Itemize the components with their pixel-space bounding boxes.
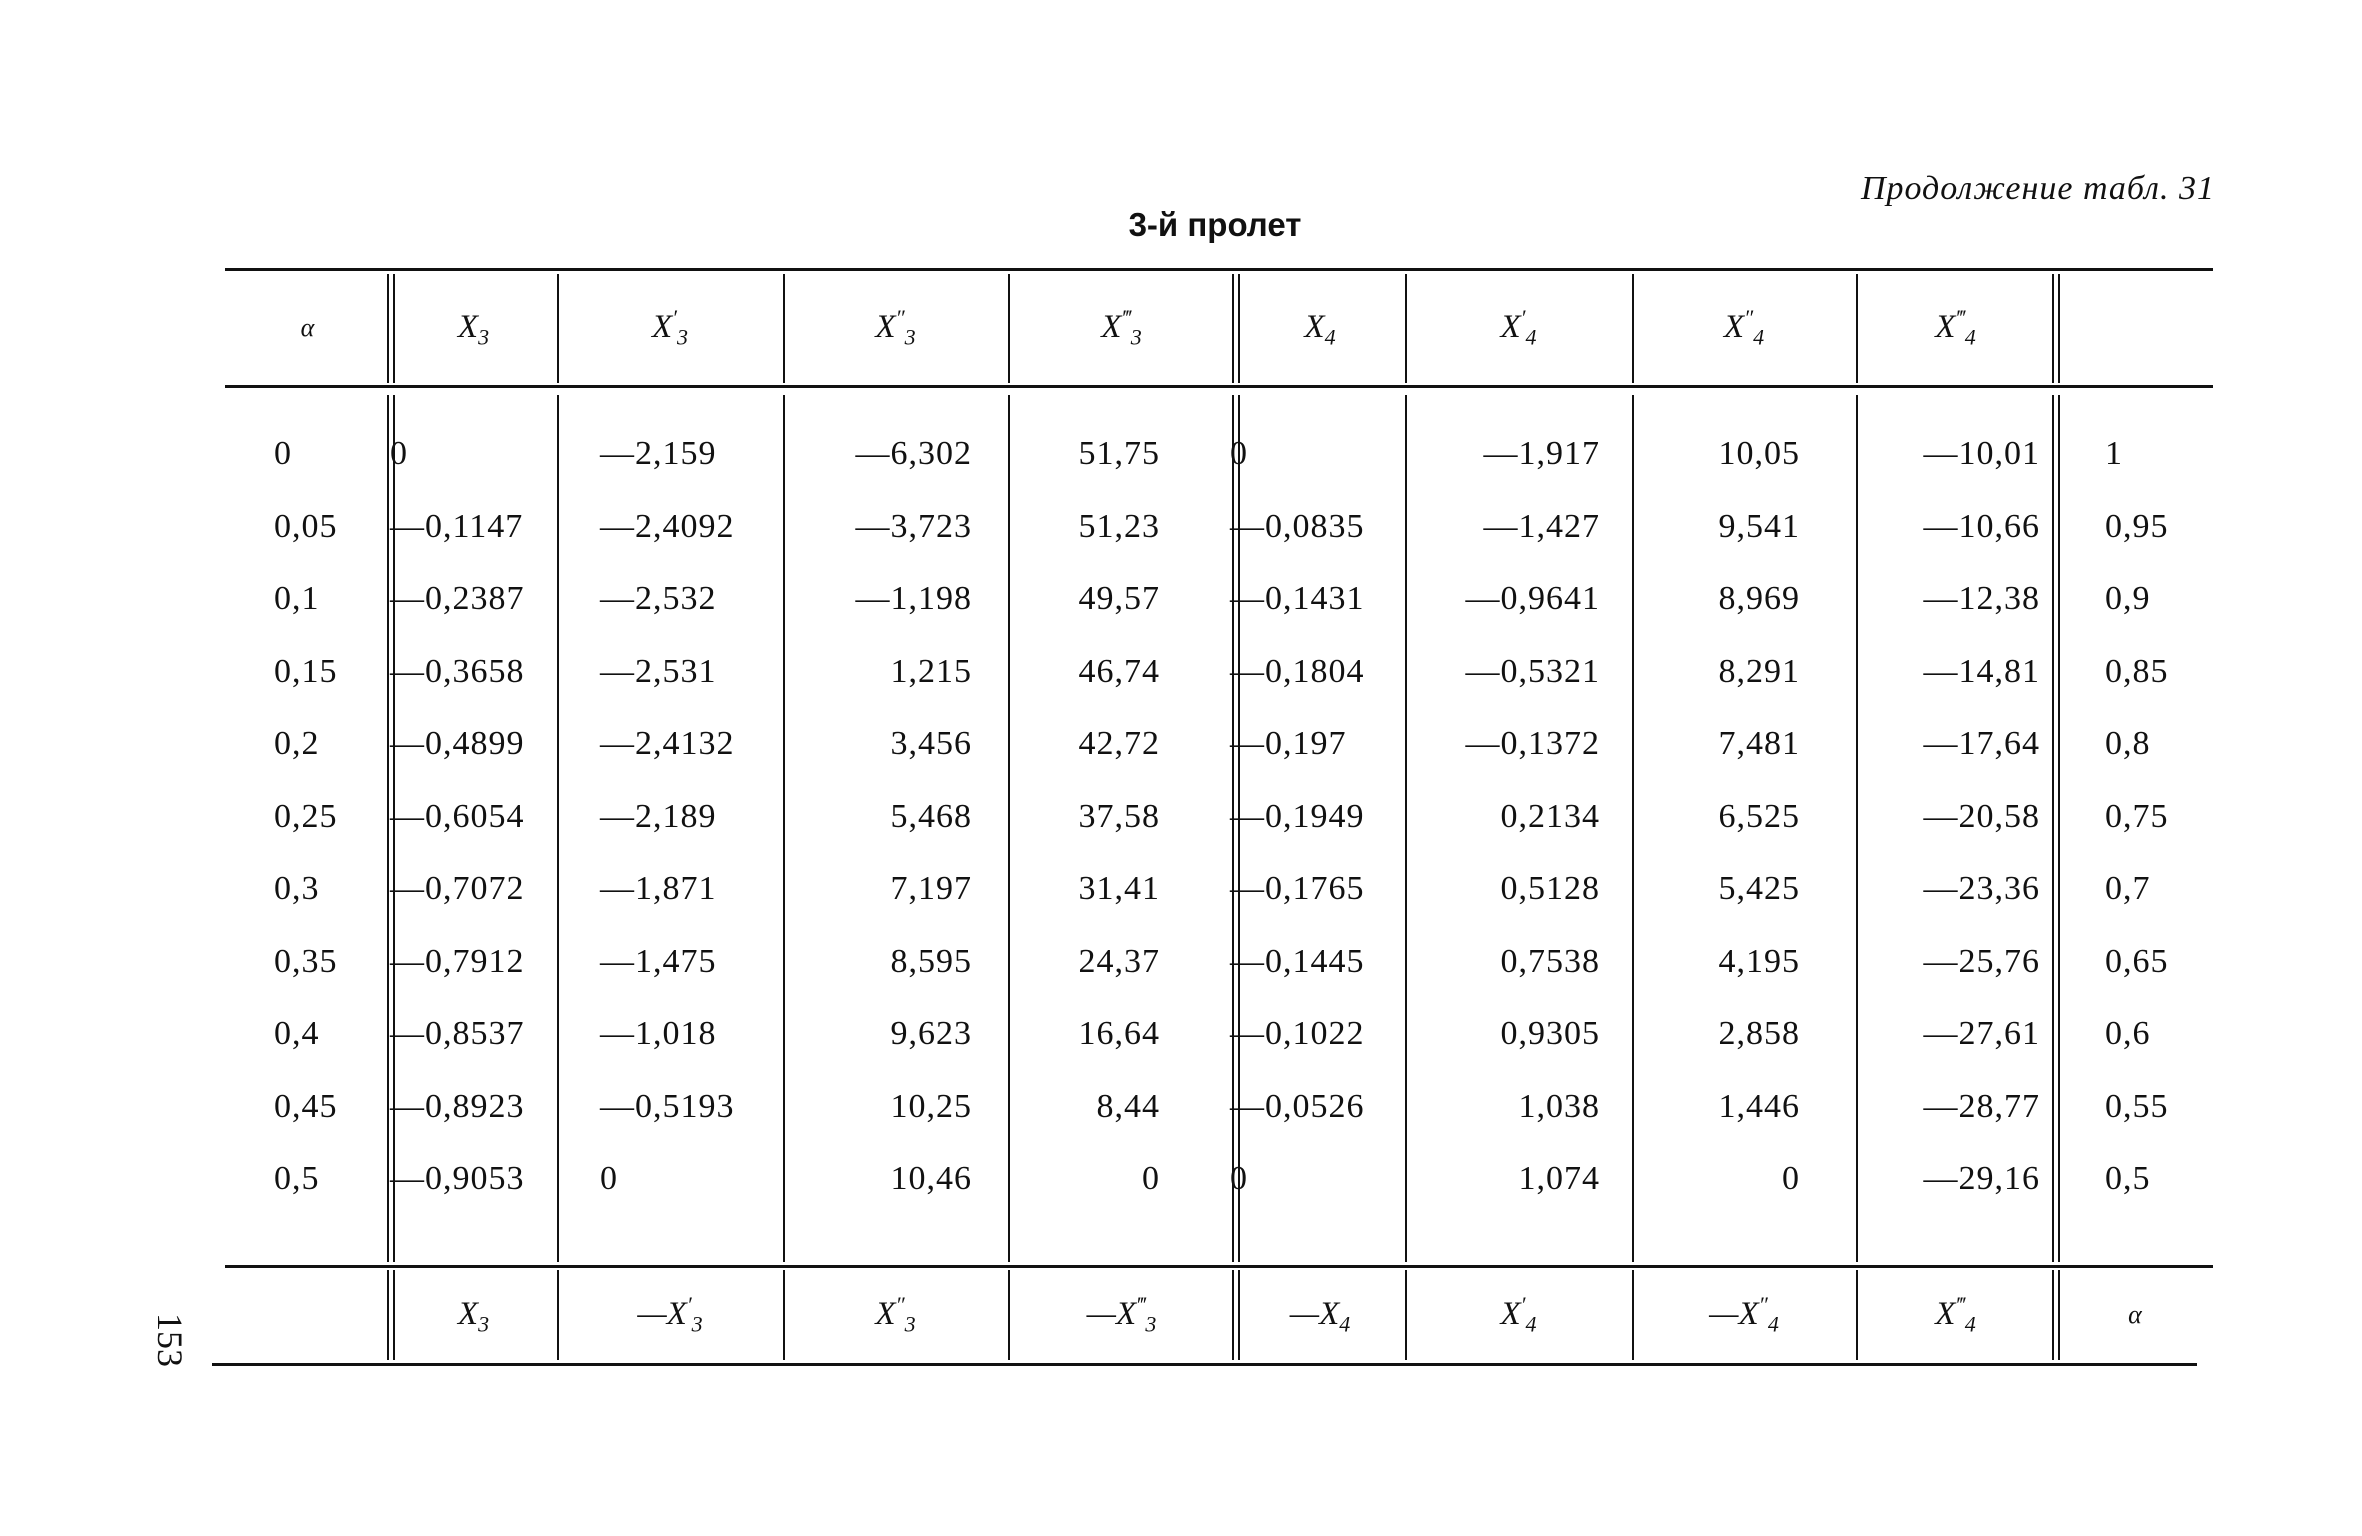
cell-x3ppp: 51,75	[1078, 435, 1160, 472]
double-divider	[1232, 274, 1240, 383]
table-row	[220, 563, 2220, 636]
symbol-subscript: 3	[478, 1311, 490, 1337]
column-symbol	[637, 1292, 702, 1338]
cell-x3p: —1,871	[600, 870, 717, 907]
cell-x3ppp: 8,44	[1096, 1087, 1160, 1125]
cell-x4p: 1,038	[1518, 1087, 1600, 1125]
cell-x3: —0,7072	[390, 870, 525, 907]
header-blank-right	[2055, 270, 2215, 385]
cell-x3ppp: 31,41	[1078, 870, 1160, 907]
cell-x4: —0,1765	[1230, 870, 1365, 907]
cell-x4ppp: —28,77	[1923, 1087, 2040, 1125]
cell-x4pp: 5,425	[1718, 870, 1800, 907]
cell-x3p: —2,4132	[600, 725, 735, 762]
symbol-subscript: 4	[1324, 324, 1336, 350]
cell-x4p: 0,5128	[1500, 870, 1600, 907]
header-col-2	[557, 1267, 783, 1363]
cell-al: 0,25	[274, 797, 338, 835]
symbol-base: X	[1935, 1296, 1956, 1333]
cell-x4p: —1,427	[1483, 507, 1600, 545]
header-alpha-right-text: α	[2128, 1300, 2142, 1329]
table-caption: Продолжение табл. 31	[1860, 170, 2215, 207]
cell-x4pp: 9,541	[1718, 507, 1800, 545]
page-number: 153	[150, 1313, 190, 1367]
table-row	[220, 418, 2220, 491]
symbol-subscript: 4	[1964, 324, 1976, 350]
cell-x4p: —0,5321	[1465, 652, 1600, 690]
table-row	[220, 636, 2220, 709]
column-symbol	[652, 305, 688, 351]
cell-x3ppp: 49,57	[1078, 580, 1160, 617]
cell-x4p: 0,2134	[1500, 797, 1600, 835]
header-col-7	[1632, 270, 1856, 385]
symbol-base: X	[1935, 308, 1956, 345]
header-col-4	[1008, 1267, 1235, 1363]
symbol-prime: ′	[686, 1292, 692, 1318]
column-divider	[1856, 274, 1858, 383]
table-row	[220, 926, 2220, 999]
table-row	[220, 998, 2220, 1071]
cell-x4: —0,1431	[1230, 580, 1365, 617]
cell-x3: —0,4899	[390, 725, 525, 762]
header-col-8	[1856, 270, 2055, 385]
cell-al: 0,4	[274, 1015, 320, 1052]
rule-header-bottom	[225, 385, 2213, 388]
symbol-subscript: 3	[904, 324, 916, 350]
cell-x3ppp: 42,72	[1078, 725, 1160, 762]
column-symbol	[1724, 305, 1764, 351]
cell-x3p: —1,475	[600, 942, 717, 980]
header-col-7	[1632, 1267, 1856, 1363]
cell-x3pp: 9,623	[890, 1015, 972, 1052]
cell-ar: 0,7	[2105, 870, 2151, 907]
cell-al: 0,05	[274, 507, 338, 545]
cell-x3pp: 10,25	[890, 1087, 972, 1125]
rule-footer-bottom	[212, 1363, 2197, 1366]
symbol-subscript: 4	[1753, 324, 1765, 350]
cell-x4ppp: —10,66	[1923, 507, 2040, 545]
cell-x3: —0,6054	[390, 797, 525, 835]
cell-al: 0,15	[274, 652, 338, 690]
cell-x4ppp: —20,58	[1923, 797, 2040, 835]
column-symbol	[458, 305, 489, 351]
cell-x3pp: —1,198	[855, 580, 972, 617]
cell-x3pp: 7,197	[890, 870, 972, 907]
cell-x3ppp: 46,74	[1078, 652, 1160, 690]
column-symbol	[1709, 1292, 1779, 1338]
cell-ar: 0,75	[2105, 797, 2169, 835]
symbol-subscript: 3	[1145, 1311, 1157, 1337]
column-symbol	[1935, 305, 1975, 351]
column-symbol	[1304, 305, 1335, 351]
header-col-3	[783, 1267, 1008, 1363]
symbol-subscript: 4	[1525, 324, 1537, 350]
header-blank-left	[225, 1267, 390, 1363]
cell-ar: 0,9	[2105, 580, 2151, 617]
table-row	[220, 853, 2220, 926]
symbol-subscript: 4	[1767, 1311, 1779, 1337]
table-row	[220, 1071, 2220, 1144]
symbol-base: X	[1304, 308, 1325, 345]
header-alpha-left	[225, 270, 390, 385]
symbol-subscript: 4	[1964, 1311, 1976, 1337]
cell-x3p: —2,532	[600, 580, 717, 617]
symbol-base: X	[875, 308, 896, 345]
symbol-base: X	[666, 1296, 687, 1333]
symbol-sign: —	[637, 1296, 667, 1333]
cell-ar: 0,95	[2105, 507, 2169, 545]
column-symbol	[1290, 1292, 1351, 1338]
cell-x4: —0,197	[1230, 725, 1347, 762]
header-col-8	[1856, 1267, 2055, 1363]
cell-x3pp: 1,215	[890, 652, 972, 690]
cell-al: 0,45	[274, 1087, 338, 1125]
header-alpha-left-text: α	[300, 312, 315, 342]
cell-x4pp: 0	[1782, 1160, 1800, 1197]
cell-x3p: —2,189	[600, 797, 717, 835]
cell-x3ppp: 16,64	[1078, 1015, 1160, 1052]
symbol-base: X	[457, 1296, 479, 1333]
symbol-subscript: 3	[904, 1311, 916, 1337]
cell-x3p: —0,5193	[600, 1087, 735, 1125]
cell-x4p: —0,9641	[1465, 580, 1600, 617]
cell-x3p: —2,531	[600, 652, 717, 690]
cell-ar: 0,85	[2105, 652, 2169, 690]
cell-x3: —0,8923	[390, 1087, 525, 1125]
cell-al: 0,35	[274, 942, 338, 980]
cell-x4: —0,1949	[1230, 797, 1365, 835]
symbol-subscript: 4	[1525, 1311, 1537, 1337]
cell-x3pp: 3,456	[890, 725, 972, 762]
header-col-1	[390, 270, 557, 385]
column-symbol	[875, 305, 915, 351]
cell-x3: —0,7912	[390, 942, 525, 980]
cell-x4: —0,1445	[1230, 942, 1365, 980]
span-title: 3-й пролет	[1128, 206, 1302, 243]
symbol-base: X	[652, 308, 673, 345]
cell-x3pp: —3,723	[855, 507, 972, 545]
column-divider	[1632, 274, 1634, 383]
symbol-prime: ′	[1520, 1292, 1526, 1318]
cell-x4ppp: —29,16	[1923, 1160, 2040, 1197]
cell-al: 0,2	[274, 725, 320, 762]
cell-ar: 0,8	[2105, 725, 2151, 762]
cell-x3: —0,2387	[390, 580, 525, 617]
symbol-subscript: 3	[691, 1311, 703, 1337]
cell-x3pp: —6,302	[855, 435, 972, 472]
cell-x3pp: 10,46	[890, 1160, 972, 1197]
symbol-base: X	[457, 308, 479, 345]
cell-x4: —0,1804	[1230, 652, 1365, 690]
cell-x3pp: 8,595	[890, 942, 972, 980]
header-alpha-right	[2055, 1267, 2215, 1363]
column-symbol	[1087, 1292, 1157, 1338]
column-symbol	[875, 1292, 915, 1338]
cell-x4p: —0,1372	[1465, 725, 1600, 762]
symbol-base: X	[1319, 1296, 1340, 1333]
cell-al: 0,1	[274, 580, 320, 617]
symbol-base: X	[1723, 308, 1744, 345]
cell-x4ppp: —23,36	[1923, 870, 2040, 907]
symbol-prime: ″	[1758, 1292, 1768, 1318]
symbol-subscript: 4	[1339, 1311, 1351, 1337]
column-divider	[1008, 274, 1010, 383]
table-row	[220, 491, 2220, 564]
cell-x4pp: 8,291	[1718, 652, 1800, 690]
symbol-prime: ′	[672, 304, 677, 330]
cell-x4p: 1,074	[1518, 1160, 1600, 1197]
symbol-sign: —	[1086, 1296, 1116, 1333]
cell-x4p: 0,7538	[1500, 942, 1600, 980]
symbol-prime: ‴	[1955, 1292, 1965, 1318]
column-symbol	[458, 1292, 489, 1338]
cell-x4pp: 7,481	[1718, 725, 1800, 762]
column-divider	[783, 274, 785, 383]
cell-x3: —0,1147	[390, 507, 524, 545]
cell-al: 0,5	[274, 1160, 320, 1197]
double-divider	[2052, 274, 2060, 383]
cell-ar: 0,55	[2105, 1087, 2169, 1125]
cell-x4pp: 1,446	[1718, 1087, 1800, 1125]
column-symbol	[1101, 305, 1141, 351]
cell-x3ppp: 51,23	[1078, 507, 1160, 545]
cell-x4ppp: —12,38	[1923, 580, 2040, 617]
symbol-base: X	[1738, 1296, 1759, 1333]
cell-x4p: 0,9305	[1500, 1015, 1600, 1052]
table-body	[220, 418, 2220, 1216]
header-col-2	[557, 270, 783, 385]
cell-al: 0,3	[274, 870, 320, 907]
cell-x4ppp: —27,61	[1923, 1015, 2040, 1052]
cell-ar: 1	[2105, 435, 2123, 472]
cell-x4: 0	[1230, 1160, 1248, 1197]
cell-x3p: —2,159	[600, 435, 717, 472]
symbol-prime: ‴	[1121, 304, 1131, 330]
symbol-base: X	[1101, 308, 1122, 345]
symbol-base: X	[1500, 308, 1521, 345]
cell-x4ppp: —10,01	[1923, 435, 2040, 472]
column-divider	[1405, 274, 1407, 383]
cell-x3ppp: 0	[1142, 1160, 1160, 1197]
cell-x3: —0,9053	[390, 1160, 525, 1197]
column-divider	[557, 274, 559, 383]
symbol-prime: ‴	[1955, 304, 1965, 330]
symbol-subscript: 3	[676, 324, 688, 350]
header-col-6	[1405, 1267, 1632, 1363]
cell-x4pp: 10,05	[1718, 435, 1800, 472]
cell-ar: 0,65	[2105, 942, 2169, 980]
double-divider	[387, 274, 395, 383]
symbol-sign: —	[1289, 1296, 1320, 1333]
cell-x3pp: 5,468	[890, 797, 972, 835]
symbol-subscript: 3	[1130, 324, 1142, 350]
symbol-base: X	[1500, 1296, 1521, 1333]
header-col-3	[783, 270, 1008, 385]
cell-x4pp: 8,969	[1718, 580, 1800, 617]
cell-x3ppp: 24,37	[1078, 942, 1160, 980]
cell-x4: —0,0835	[1230, 507, 1365, 545]
symbol-prime: ″	[1744, 304, 1754, 330]
cell-x4ppp: —14,81	[1923, 652, 2040, 690]
symbol-base: X	[875, 1296, 896, 1333]
cell-ar: 0,6	[2105, 1015, 2151, 1052]
table-row	[220, 708, 2220, 781]
column-symbol	[1935, 1292, 1975, 1338]
cell-x3ppp: 37,58	[1078, 797, 1160, 835]
cell-x4pp: 6,525	[1718, 797, 1800, 835]
header-col-5	[1235, 1267, 1405, 1363]
cell-ar: 0,5	[2105, 1160, 2151, 1197]
cell-x4p: —1,917	[1483, 435, 1600, 472]
header-col-1	[390, 1267, 557, 1363]
header-col-6	[1405, 270, 1632, 385]
cell-x3: —0,8537	[390, 1015, 525, 1052]
cell-x4pp: 2,858	[1718, 1015, 1800, 1052]
table-row	[220, 1143, 2220, 1216]
table-row	[220, 781, 2220, 854]
symbol-prime: ″	[895, 304, 905, 330]
cell-x3: —0,3658	[390, 652, 525, 690]
column-symbol	[1501, 1292, 1537, 1338]
cell-x4pp: 4,195	[1718, 942, 1800, 980]
header-col-4	[1008, 270, 1235, 385]
cell-x4: —0,1022	[1230, 1015, 1365, 1052]
cell-x4: 0	[1230, 435, 1248, 472]
cell-x3p: —2,4092	[600, 507, 735, 545]
cell-x4: —0,0526	[1230, 1087, 1365, 1125]
cell-x4ppp: —25,76	[1923, 942, 2040, 980]
cell-x3: 0	[390, 435, 408, 472]
symbol-prime: ‴	[1136, 1292, 1146, 1318]
symbol-subscript: 3	[478, 324, 490, 350]
symbol-prime: ′	[1520, 304, 1526, 330]
cell-al: 0	[274, 435, 292, 472]
cell-x3p: 0	[600, 1160, 618, 1197]
column-symbol	[1501, 305, 1537, 351]
header-col-5	[1235, 270, 1405, 385]
cell-x3p: —1,018	[600, 1015, 717, 1052]
symbol-prime: ″	[895, 1292, 905, 1318]
symbol-base: X	[1115, 1296, 1137, 1333]
cell-x4ppp: —17,64	[1923, 725, 2040, 762]
symbol-sign: —	[1709, 1296, 1739, 1333]
